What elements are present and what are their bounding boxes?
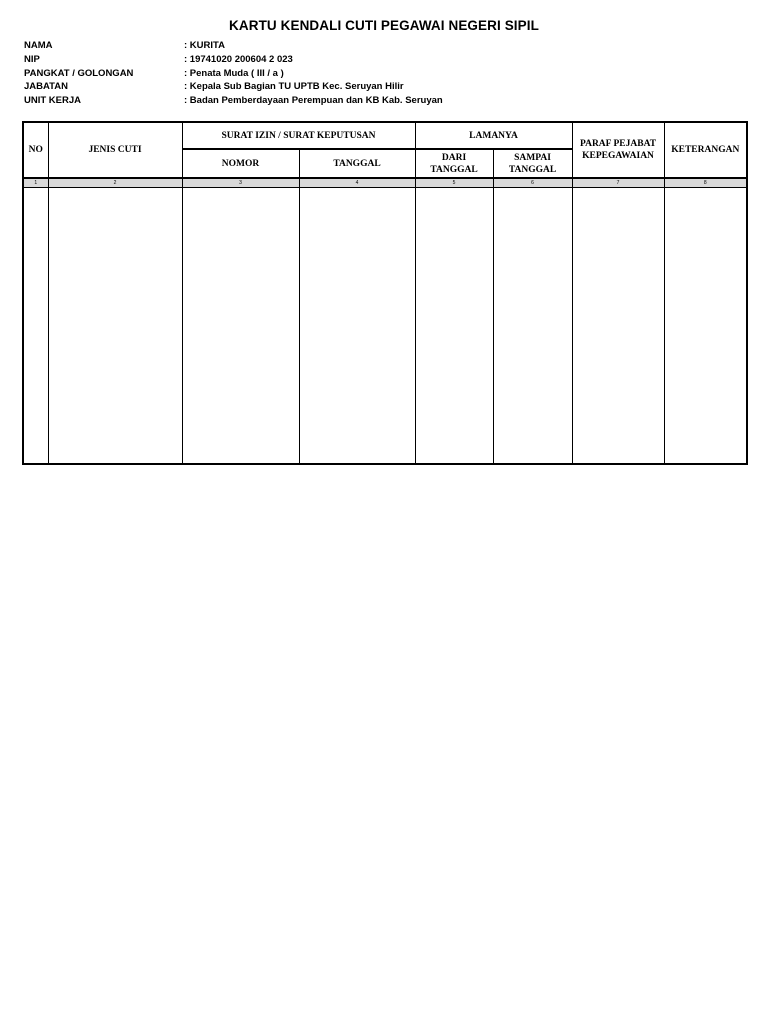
info-row-jabatan [24, 80, 443, 94]
column-number: 8 [664, 178, 747, 188]
body-cell-no [23, 188, 48, 464]
info-row-nip [24, 53, 443, 67]
header-surat-izin: SURAT IZIN / SURAT KEPUTUSAN [182, 122, 415, 149]
body-cell-jenis-cuti [48, 188, 182, 464]
header-paraf-pejabat [572, 122, 664, 178]
info-label: UNIT KERJA [24, 95, 82, 107]
body-cell-keterangan [664, 188, 747, 464]
column-number: 1 [23, 178, 48, 188]
employee-info [24, 39, 443, 108]
info-value: : Penata Muda ( III / a ) [184, 67, 284, 79]
header-dari-line2: TANGGAL [430, 164, 478, 175]
info-value: : Badan Pemberdayaan Perempuan dan KB Kab. Seruyan [184, 95, 443, 107]
info-row-pangkat [24, 67, 443, 81]
header-paraf-line2: KEPEGAWAIAN [582, 151, 654, 162]
column-number: 2 [48, 178, 182, 188]
column-number: 4 [299, 178, 415, 188]
header-keterangan: KETERANGAN [664, 122, 747, 178]
header-no: NO [23, 122, 48, 178]
header-paraf-line1: PARAF PEJABAT [579, 139, 657, 150]
info-label: NIP [24, 53, 40, 65]
body-cell-sampai-tanggal [493, 188, 572, 464]
column-number: 6 [493, 178, 572, 188]
header-nomor: NOMOR [182, 149, 299, 178]
header-sampai-line1: SAMPAI [514, 152, 551, 163]
column-number: 5 [415, 178, 493, 188]
header-tanggal: TANGGAL [299, 149, 415, 178]
header-jenis-cuti: JENIS CUTI [48, 122, 182, 178]
body-cell-dari-tanggal [415, 188, 493, 464]
header-sampai-line2: TANGGAL [508, 164, 557, 175]
header-sampai-tanggal [493, 149, 572, 178]
info-row-nama [24, 39, 443, 53]
header-dari-line1: DARI [441, 152, 467, 163]
header-dari-tanggal [415, 149, 493, 178]
body-cell-tanggal [299, 188, 415, 464]
page-title: KARTU KENDALI CUTI PEGAWAI NEGERI SIPIL [229, 18, 539, 33]
info-value: : 19741020 200604 2 023 [184, 53, 293, 65]
info-label: NAMA [24, 40, 53, 51]
info-label: PANGKAT / GOLONGAN [24, 67, 134, 79]
column-number: 3 [182, 178, 299, 188]
body-cell-paraf [572, 188, 664, 464]
column-number-row [23, 178, 747, 188]
column-number: 7 [572, 178, 664, 188]
info-label: JABATAN [24, 81, 68, 93]
header-row-top [23, 122, 747, 149]
empty-body-row [23, 188, 747, 464]
header-lamanya: LAMANYA [415, 122, 572, 149]
leave-control-table [22, 121, 748, 465]
body-cell-nomor [182, 188, 299, 464]
info-row-unit-kerja [24, 94, 443, 108]
info-value: : Kepala Sub Bagian TU UPTB Kec. Seruyan Hilir [184, 81, 404, 93]
info-value: : KURITA [184, 40, 225, 51]
